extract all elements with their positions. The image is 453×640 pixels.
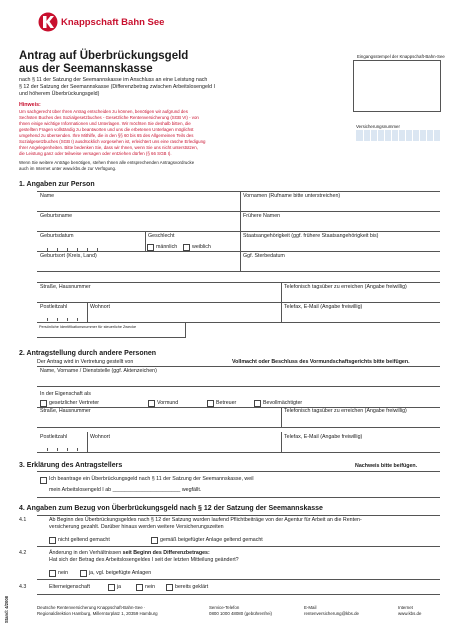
geburtsname-field[interactable] [37,219,237,230]
vertreter-postleitzahl-field[interactable] [37,442,85,451]
fruehere-namen-label: Frühere Namen [243,213,281,219]
vertreter-telefon-label: Telefonisch tagsüber zu erreichen (Angabe freiwillig) [284,408,407,414]
section2-note: Vollmacht oder Beschluss des Vormundschaftsgerichts bitte beifügen. [232,359,410,365]
footer-web[interactable]: www.kbs.de [398,611,422,616]
stamp-box [353,60,441,112]
q1-line2: versicherung gezahlt. Darüber hinaus werden weitere Versicherungszeiten [49,524,224,530]
footer-email-label: E-Mail [304,605,317,610]
notice-heading: Hinweis: [19,102,41,108]
insurance-number-label: Versicherungsnummer [356,124,400,129]
intro-line1: nach § 11 der Satzung der Seemannskasse im Anschluss an eine Leistung nach [19,77,208,83]
fruehere-namen-field[interactable] [241,219,440,230]
vertreter-postleitzahl-label: Postleitzahl [40,434,68,440]
maennlich-checkbox[interactable] [147,244,154,251]
q1-number: 4.1 [19,517,27,523]
gesetzlicher-vertreter-label: gesetzlicher Vertreter [49,400,100,406]
telefax-label: Telefax, E-Mail (Angabe freiwillig) [284,304,363,310]
q1-anlage-checkbox[interactable] [151,537,158,544]
vertreter-telefax-field[interactable] [282,440,440,451]
q2-line1-a: Änderung in den Verhältnissen [49,550,123,556]
brand-name: Knappschaft Bahn See [61,17,165,28]
notice-line: gestellten Fragen vollständig zu beantworten und uns die erbetenen Unterlagen möglichst [19,127,194,132]
section3-note: Nachweis bitte beifügen. [355,463,418,469]
logo-icon [38,12,58,32]
vornamen-field[interactable] [241,199,440,210]
q2-line1-b: seit Beginn des Differenzbetrages: [122,550,210,556]
vormund-label: Vormund [157,400,179,406]
q2-ja-label: ja, vgl. beigefügte Anlagen [89,570,152,576]
vertreter-name-field[interactable] [37,374,440,384]
footer-address-line2: Regionaldirektion Hamburg, Millerntorplatz 1, 20359 Hamburg [37,611,158,616]
vertreter-name-label: Name, Vorname / Dienststelle (ggf. Aktenzeichen) [40,368,157,374]
footer-email[interactable]: rentenversicherung@kbs.de [304,611,359,616]
vertreter-wohnort-label: Wohnort [90,434,110,440]
weiblich-label: weiblich [192,244,211,250]
notice-line: Um sachgerecht über Ihren Antrag entscheiden zu können, benötigen wir aufgrund des [19,109,188,114]
section3-line1: Ich beantrage ein Überbrückungsgeld nach § 11 der Satzung der Seemannskasse, weil [49,476,254,482]
staatsangehoerigkeit-field[interactable] [241,240,440,251]
q2-line2: Hat sich der Betrag des Arbeitslosengeldes I seit der letzten Mitteilung geändert? [49,557,239,563]
wohnort-field[interactable] [88,310,278,321]
section3-heading: 3. Erklärung des Antragstellers [19,462,123,469]
vertreter-telefon-field[interactable] [282,415,440,426]
bevollmaechtigter-label: Bevollmächtigter [263,400,303,406]
q1-nicht-checkbox[interactable] [49,537,56,544]
name-field[interactable] [37,199,237,210]
vertreter-strasse-label: Straße, Hausnummer [40,408,91,414]
geburtsdatum-label: Geburtsdatum [40,233,74,239]
section2-heading: 2. Antragstellung durch andere Personen [19,350,157,357]
postleitzahl-label: Postleitzahl [40,304,68,310]
vornamen-label: Vornamen (Rufname bitte unterstreichen) [243,193,341,199]
postleitzahl-field[interactable] [37,312,85,321]
notice-line: Sechsten Buches des Sozialgesetzbuches - Gesetzliche Rentenversicherung (SGB VI) - von [19,115,199,120]
telefax-field[interactable] [282,310,440,321]
geburtsname-label: Geburtsname [40,213,73,219]
q2-line1 [49,550,210,557]
q1-line1: Ab Beginn des Überbrückungsgeldes nach § 12 der Satzung wurden laufend Pflichtbeiträge von der Agentur für Arbeit an die Renten- [49,517,362,523]
notice-line: Sozialgesetzbuches (SGB I) ausdrücklich vorgesehen ist, erleichtert uns eine rasche Erledigung [19,139,206,144]
geburtsort-field[interactable] [37,259,237,270]
q3-geklaert-label: bereits geklärt [175,584,209,590]
q2-number: 4.2 [19,550,27,556]
q2-nein-checkbox[interactable] [49,570,56,577]
sterbedatum-field[interactable] [241,259,440,270]
strasse-label: Straße, Hausnummer [40,284,91,290]
logo [38,11,165,33]
q3-number: 4.3 [19,584,27,590]
vertreter-telefax-label: Telefax, E-Mail (Angabe freiwillig) [284,434,363,440]
section4-heading: 4. Angaben zum Bezug von Überbrückungsgeld nach § 12 der Satzung der Seemannskasse [19,505,323,512]
telefon-field[interactable] [282,290,440,301]
wohnort-label: Wohnort [90,304,110,310]
intro-line2: § 12 der Satzung der Seemannskasse (Differenzbetrag zwischen Arbeitslosengeld I [19,84,216,90]
vormund-checkbox[interactable] [148,400,155,407]
geschlecht-label: Geschlecht [148,233,175,239]
notice-line: umgehend zu übersenden. Ihre Mithilfe, die in den §§ 60 bis 65 des Allgemeinen Teils des [19,133,194,138]
geburtsdatum-field[interactable] [37,242,143,251]
form-title-line2: aus der Seemannskasse [19,63,153,75]
gesetzlicher-vertreter-checkbox[interactable] [40,400,47,407]
print-code: Stand: 4/2008 [4,596,9,623]
section3-line2: mein Arbeitslosengeld I ab _______________________ wegfällt. [49,487,202,493]
vertreter-wohnort-field[interactable] [88,440,278,451]
section2-intro: Der Antrag wird in Vertretung gestellt von [37,359,134,365]
name-label: Name [40,193,55,199]
intro-line3: und höherem Überbrückungsgeld) [19,91,100,97]
vertreter-strasse-field[interactable] [37,415,278,426]
notice-line: Ihnen einige wichtige Informationen und Unterlagen. Wir möchten Sie deshalb bitten, die [19,121,191,126]
maennlich-label: männlich [156,244,178,250]
steuer-id-label: Persönliche Identifikationsnummer für steuerliche Zwecke [39,325,137,329]
q2-ja-checkbox[interactable] [80,570,87,577]
strasse-field[interactable] [37,290,278,301]
q3-geklaert-checkbox[interactable] [166,584,173,591]
notice-line: Ihrer Angelegenheiten. Bitte bedenken Sie, dass wir Ihnen, wenn Sie uns nicht unterstützen, [19,145,198,150]
telefon-label: Telefonisch tagsüber zu erreichen (Angabe freiwillig) [284,284,407,290]
footer-phone-label: Service-Telefon [209,605,240,610]
geburtsort-label: Geburtsort (Kreis, Land) [40,253,97,259]
q3-label: Elterneigenschaft [49,584,90,590]
section1-heading: 1. Angaben zur Person [19,181,95,188]
q1-nicht-label: nicht geltend gemacht [58,537,110,543]
footer-web-label: Internet [398,605,413,610]
insurance-number-field[interactable] [356,130,440,141]
weiblich-checkbox[interactable] [183,244,190,251]
q3-nein-checkbox[interactable] [136,584,143,591]
notice-line: die Leistung ganz oder teilweise versagen oder entziehen dürfen (§ 66 SGB I). [19,151,172,156]
notice-extra-line1: Wenn Sie weitere Anträge benötigen, stehen Ihnen alle entsprechenden Antragsvordrucke [19,160,195,165]
notice-extra-line2: auch im Internet unter www.kbs.de zur Verfügung. [19,166,117,171]
betreuer-checkbox[interactable] [207,400,214,407]
form-title-line1: Antrag auf Überbrückungsgeld [19,50,189,62]
bevollmaechtigter-checkbox[interactable] [254,400,261,407]
q3-nein-label: nein [145,584,156,590]
q3-ja-label: ja [117,584,122,590]
sterbedatum-label: Ggf. Sterbedatum [243,253,285,259]
staatsangehoerigkeit-label: Staatsangehörigkeit (ggf. frühere Staatsangehörigkeit bis) [243,233,379,239]
footer-address-line1: Deutsche Rentenversicherung Knappschaft-Bahn-See · [37,605,146,610]
q3-ja-checkbox[interactable] [108,584,115,591]
footer-phone: 0800 1000 48080 (gebührenfrei) [209,611,272,616]
stamp-label: Eingangsstempel der Knappschaft-Bahn-See [357,54,445,59]
q2-nein-label: nein [58,570,69,576]
q1-anlage-label: gemäß beigefügter Anlage geltend gemacht [160,537,263,543]
betreuer-label: Betreuer [216,400,237,406]
eigenschaft-label: In der Eigenschaft als [40,391,91,397]
antrag-checkbox[interactable] [40,477,47,484]
